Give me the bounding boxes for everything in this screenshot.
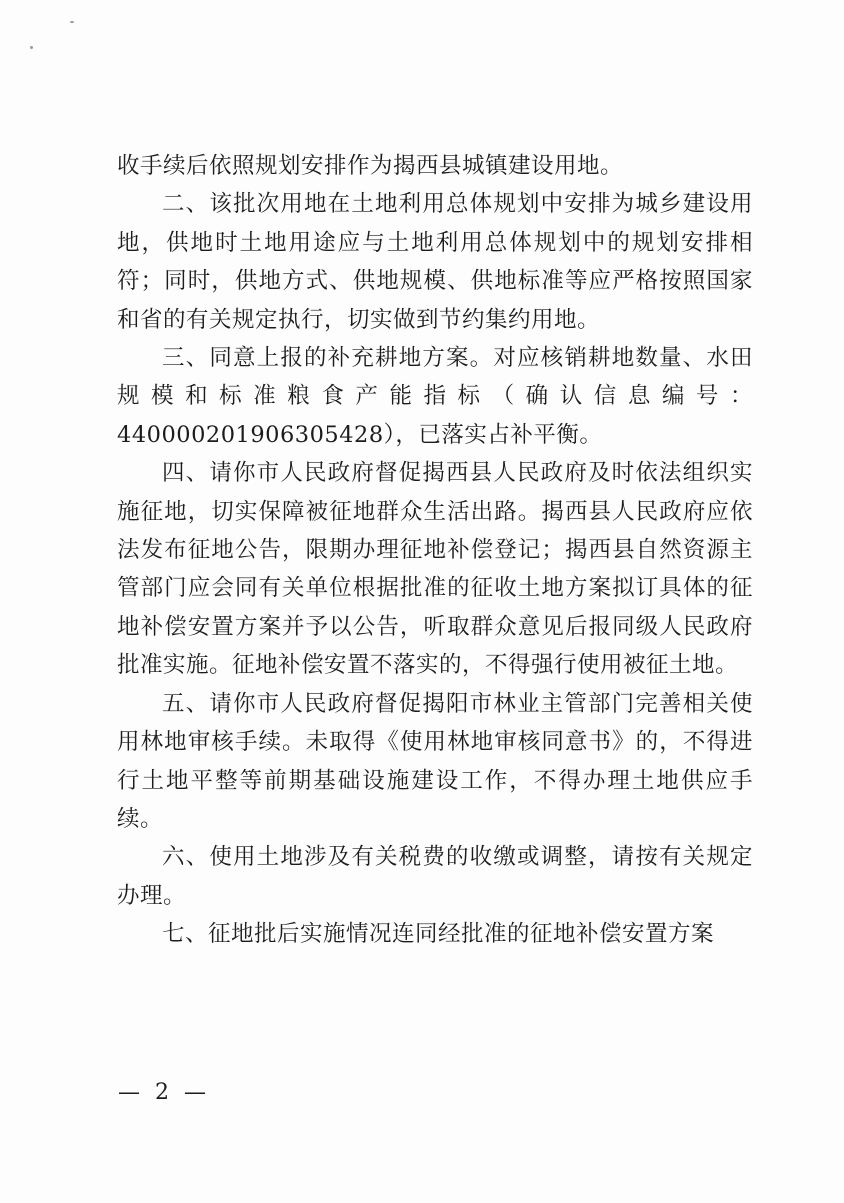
scan-speck [70,21,74,23]
paragraph-item-6: 六、使用土地涉及有关税费的收缴或调整，请按有关规定办理。 [117,844,753,909]
scan-speck [30,46,33,49]
paragraph-item-5: 五、请你市人民政府督促揭阳市林业主管部门完善相关使用林地审核手续。未取得《使用林地审核同意书》的，不得进行土地平整等前期基础设施建设工作，不得办理土地供应手续。 [117,690,753,832]
page-number: — 2 — [118,1080,210,1105]
paragraph-continuation: 收手续后依照规划安排作为揭西县城镇建设用地。 [117,153,624,179]
paragraph-item-3-continued: 440000201906305428），已落实占补平衡。 [117,421,603,448]
paragraph-item-3: 三、同意上报的补充耕地方案。对应核销耕地数量、水田规模和标准粮食产能指标（确认信息编号： [117,345,753,410]
document-body [117,147,753,954]
paragraph-item-4: 四、请你市人民政府督促揭西县人民政府及时依法组织实施征地，切实保障被征地群众生活出路。揭西县人民政府应依法发布征地公告，限期办理征地补偿登记；揭西县自然资源主管部门应会同有关单位根据批准的征收土地方案拟订具体的征地补偿安置方案并予以公告，听取群众意见后报同级人民政府批准实施。征地补偿安置不落实的，不得强行使用被征土地。 [117,460,753,679]
paragraph-item-2: 二、该批次用地在土地利用总体规划中安排为城乡建设用地，供地时土地用途应与土地利用总体规划中的规划安排相符；同时，供地方式、供地规模、供地标准等应严格按照国家和省的有关规定执行，切实做到节约集约用地。 [117,191,753,333]
paragraph-item-7: 七、征地批后实施情况连同经批准的征地补偿安置方案 [162,921,715,948]
